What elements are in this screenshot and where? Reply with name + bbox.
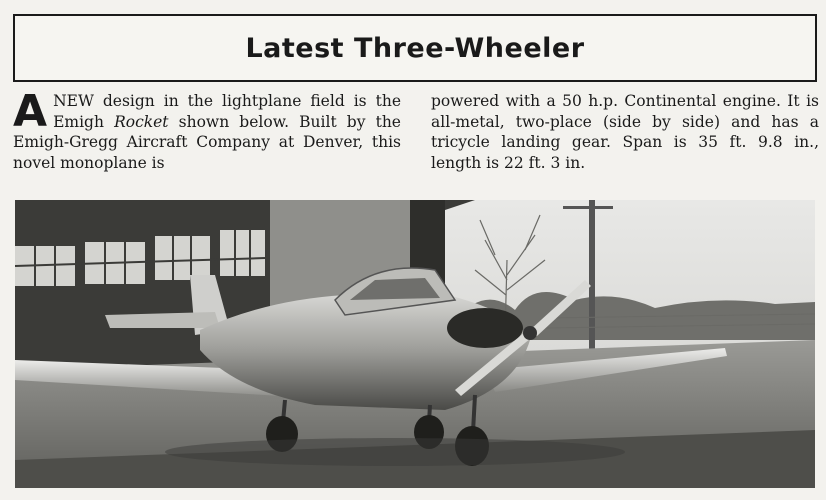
article-italic-name: Rocket <box>114 112 169 131</box>
pole-crossbar <box>563 206 613 209</box>
article-text-part2: shown below. Built by the Emigh-Gregg Aircraft Company at Denver, this novel monoplane is <box>13 112 401 172</box>
propeller-spinner <box>523 326 537 340</box>
headline: Latest Three-Wheeler <box>245 32 585 64</box>
article-column-left <box>13 86 401 173</box>
airplane-photo-illustration <box>15 200 815 488</box>
aircraft-shadow <box>165 438 625 466</box>
airplane-photo <box>15 200 815 488</box>
engine-cowling <box>447 308 523 348</box>
article-text-part3: powered with a 50 h.p. Continental engine. It is all-metal, two-place (side by side) and has a tricycle landing gear. Span is 35 ft. 9.8 in., length is 22 ft. 3 in. <box>431 92 819 172</box>
headline-box <box>13 14 817 82</box>
article-text-part1: NEW design in the lightplane field is the Emigh <box>53 92 401 131</box>
article-column-right <box>431 91 819 173</box>
drop-cap: A <box>13 86 48 137</box>
article-body <box>13 86 819 173</box>
